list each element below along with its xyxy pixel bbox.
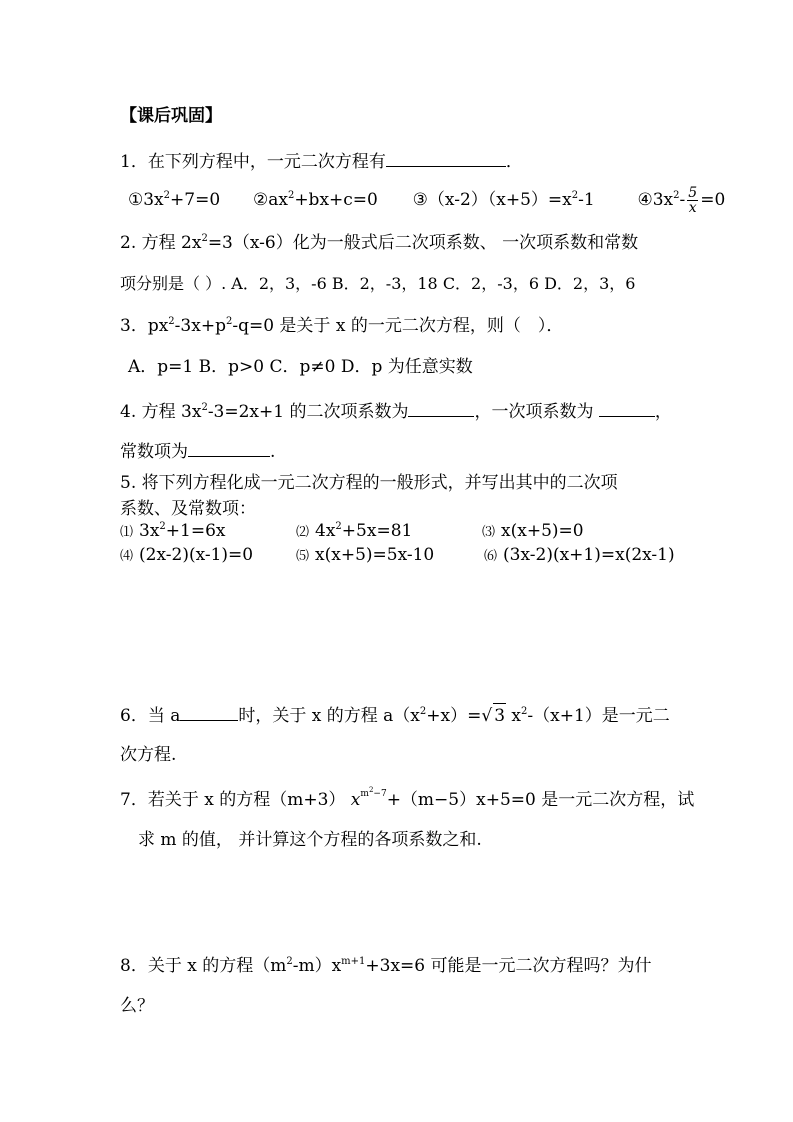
question-6: 6．当 a 时，关于 x 的方程 $a(x^2+x)=√$ 3 $x^2-(x+1)$是一元二: [120, 702, 670, 728]
question-3-options: A．p=1 B．p>0 C．p≠0 D．p 为任意实数: [128, 357, 473, 377]
option-2: $②ax^2+bx+c=0$: [252, 190, 378, 210]
sub-equation-4: ⑷ (2x-2)(x-1)=0: [120, 545, 254, 565]
question-8: 8．关于 x 的方程$(m^2-m)x^{m+1}+3x=6$ 可能是一元二次方程吗？为什: [120, 956, 652, 976]
question-4-line-2: 常数项为 .: [120, 438, 275, 464]
answer-blank[interactable]: [188, 438, 270, 457]
option-4: $④3x^2-$ $\frac{5}{x}$ =0: [637, 185, 726, 216]
answer-blank[interactable]: [599, 398, 655, 417]
option-3: $③(x-2)(x+5)=x^2-1$: [412, 190, 595, 210]
question-1-options: [128, 186, 725, 215]
question-4: 4. 方程 $3x^2-3=2x+1$ 的二次项系数为 ，一次项系数为 ，: [120, 398, 672, 424]
question-8-line-2: 么？: [120, 996, 154, 1016]
section-heading: 【课后巩固】: [120, 106, 222, 126]
sub-equation-1: ⑴ $3x^2+1=6x$: [120, 521, 226, 541]
answer-blank[interactable]: [386, 148, 506, 167]
question-1: 1．在下列方程中，一元二次方程有 ．: [120, 148, 523, 174]
sub-equation-2: ⑵ $4x^2+5x=81$: [296, 521, 413, 541]
answer-blank[interactable]: [180, 702, 238, 721]
sub-equation-3: ⑶ x(x+5)=0: [482, 521, 584, 541]
option-1: $①3x^2+7=0$: [128, 190, 221, 210]
question-7: 7．若关于 x 的方程（m+3） $x^{m^2-7}+(m-5)x+5=0$ 是一元二次方程，试: [120, 786, 695, 810]
fraction: $\frac{5}{x}$: [688, 185, 698, 216]
question-5-line-1: 5. 将下列方程化成一元二次方程的一般形式，并写出其中的二次项: [120, 473, 618, 493]
sqrt-value: 3: [493, 703, 506, 728]
question-2-line-1: 2. 方程 $2x^2=3(x-6)$化为一般式后二次项系数、 一次项系数和常数: [120, 233, 639, 253]
sqrt-sign: √: [481, 706, 493, 726]
sub-equation-6: ⑹ (3x-2)(x+1)=x(2x-1): [484, 545, 675, 565]
exponent: m2−7: [360, 786, 387, 799]
question-3: 3．$px^2-3x+p^2-q=0$ 是关于 x 的一元二次方程，则（ ）．: [120, 316, 564, 336]
question-5-line-2: 系数、及常数项：: [120, 499, 256, 519]
question-6-line-2: 次方程.: [120, 745, 177, 765]
answer-blank[interactable]: [408, 398, 474, 417]
question-7-line-2: 求 m 的值， 并计算这个方程的各项系数之和.: [138, 830, 482, 850]
sub-equation-5: ⑸ x(x+5)=5x-10: [296, 545, 435, 565]
question-2-line-2: 项分别是（ ）. A．2，3，-6 B．2，-3，18 C．2，-3，6 D．2，3，6: [120, 274, 636, 293]
